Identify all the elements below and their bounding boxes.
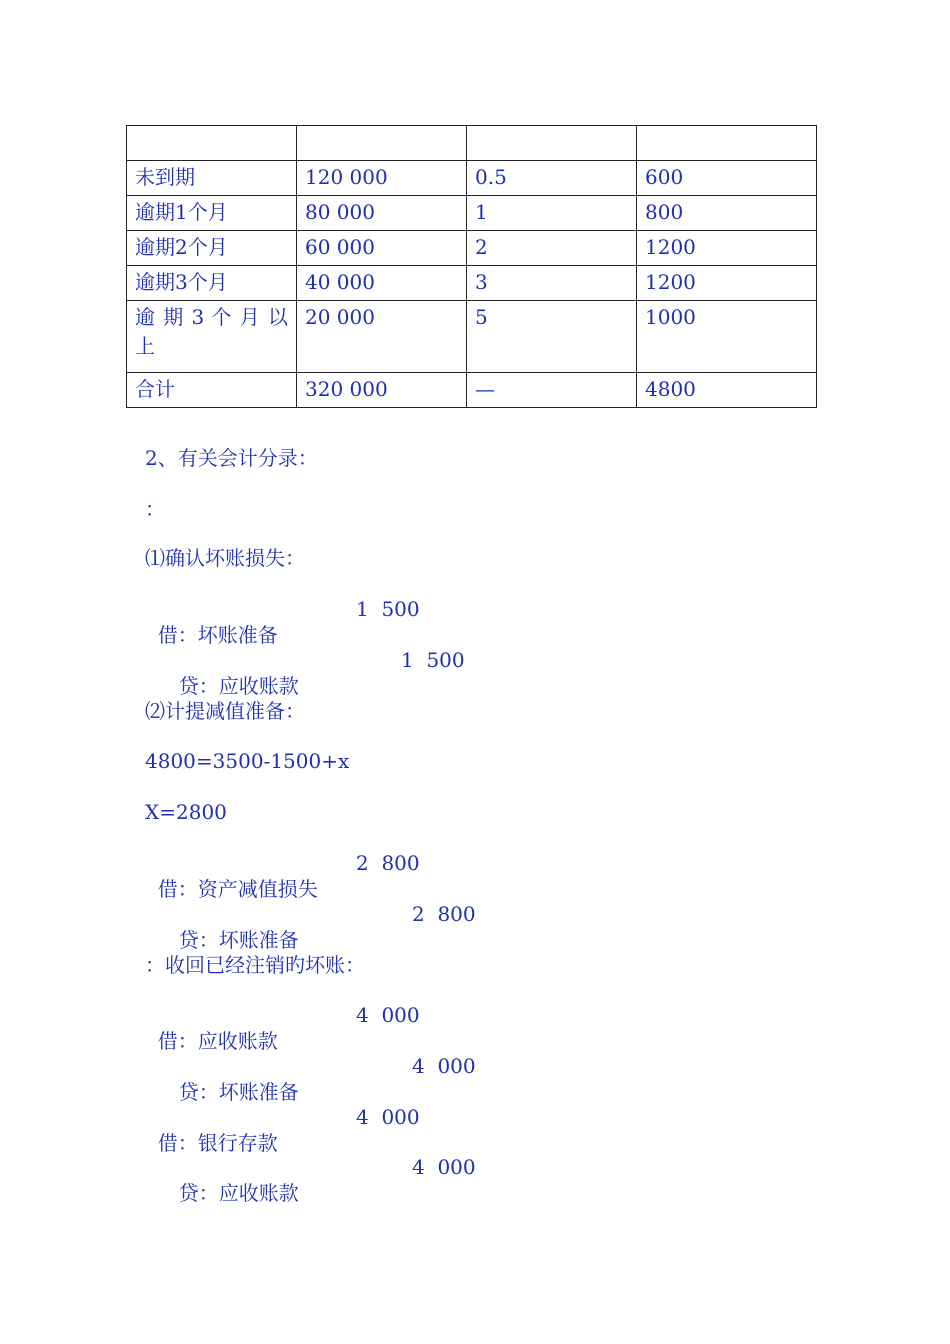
table-cell: 逾期3个月 xyxy=(127,266,297,301)
table-cell: 逾 期 3 个 月 以 上 xyxy=(127,301,297,373)
table-cell: 合计 xyxy=(127,373,297,408)
table-cell: 1000 xyxy=(637,301,817,373)
table-cell: 800 xyxy=(637,196,817,231)
table-header-cell xyxy=(297,126,467,161)
debit-label: 借：银行存款 xyxy=(157,1131,278,1155)
table-cell: 逾期2个月 xyxy=(127,231,297,266)
table-cell: 60 000 xyxy=(297,231,467,266)
table-cell: 1200 xyxy=(637,266,817,301)
table-cell: — xyxy=(467,373,637,408)
table-row xyxy=(127,196,817,231)
table-row xyxy=(127,373,817,408)
table-cell: 未到期 xyxy=(127,161,297,196)
credit-label: 贷：应收账款 xyxy=(178,1181,299,1205)
credit-amount: 4 000 xyxy=(412,1155,476,1179)
step1-title: ⑴确认坏账损失： xyxy=(145,546,305,570)
table-row xyxy=(127,161,817,196)
colon-line: ： xyxy=(145,497,165,521)
table-cell: 0.5 xyxy=(467,161,637,196)
table-cell: 40 000 xyxy=(297,266,467,301)
table-cell: 1 xyxy=(467,196,637,231)
formula-line: X=2800 xyxy=(145,800,227,824)
table-cell: 120 000 xyxy=(297,161,467,196)
table-row xyxy=(127,231,817,266)
table-cell: 2 xyxy=(467,231,637,266)
table-cell: 4800 xyxy=(637,373,817,408)
step2-title: ⑵计提减值准备： xyxy=(145,699,305,723)
table-cell: 逾期1个月 xyxy=(127,196,297,231)
table-cell: 3 xyxy=(467,266,637,301)
credit-label: 贷：坏账准备 xyxy=(178,928,299,952)
credit-label: 贷：坏账准备 xyxy=(178,1080,299,1104)
table-cell: 320 000 xyxy=(297,373,467,408)
debit-amount: 4 000 xyxy=(356,1003,420,1027)
formula-line: 4800=3500-1500+x xyxy=(145,749,350,773)
table-cell: 80 000 xyxy=(297,196,467,231)
section-title: 2、有关会计分录： xyxy=(145,446,318,470)
table-cell: 600 xyxy=(637,161,817,196)
table-row xyxy=(127,301,817,373)
table-header-cell xyxy=(127,126,297,161)
table-header-row xyxy=(127,126,817,161)
credit-amount: 1 500 xyxy=(401,648,465,672)
table-header-cell xyxy=(467,126,637,161)
debit-amount: 1 500 xyxy=(356,597,420,621)
debit-amount: 4 000 xyxy=(356,1105,420,1129)
credit-amount: 2 800 xyxy=(412,902,476,926)
table-cell: 20 000 xyxy=(297,301,467,373)
aging-table xyxy=(126,125,817,408)
credit-label: 贷：应收账款 xyxy=(178,674,299,698)
table-cell: 5 xyxy=(467,301,637,373)
debit-label: 借：资产减值损失 xyxy=(157,877,318,901)
debit-label: 借：应收账款 xyxy=(157,1029,278,1053)
table-cell: 1200 xyxy=(637,231,817,266)
credit-amount: 4 000 xyxy=(412,1054,476,1078)
debit-amount: 2 800 xyxy=(356,851,420,875)
debit-label: 借：坏账准备 xyxy=(157,623,278,647)
journal-entry-credit xyxy=(166,1154,566,1232)
table-header-cell xyxy=(637,126,817,161)
table-row xyxy=(127,266,817,301)
step3-title: ：收回已经注销旳坏账： xyxy=(145,953,365,977)
